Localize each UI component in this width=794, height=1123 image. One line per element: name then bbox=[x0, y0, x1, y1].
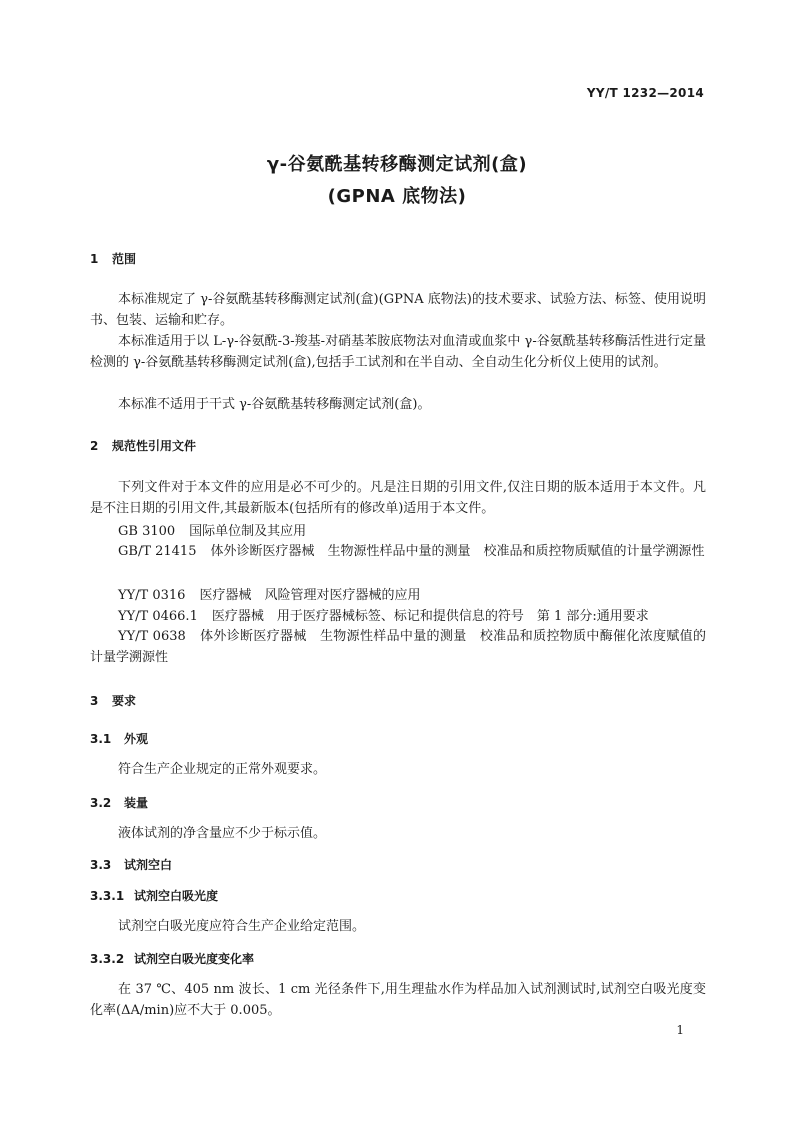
reference-item bbox=[90, 541, 706, 562]
section-number: 3 bbox=[90, 694, 99, 708]
subsection-title: 试剂空白吸光度变化率 bbox=[134, 952, 255, 966]
subsection-number: 3.2 bbox=[90, 796, 112, 810]
section-1-paragraph-2: 本标准适用于以 L-γ-谷氨酰-3-羧基-对硝基苯胺底物法对血清或血浆中 γ-谷氨酰基转移酶活性进行定量检测的 γ-谷氨酰基转移酶测定试剂(盒),包括手工试剂和在半自动、全自动生化分析仪上使用的试剂。 bbox=[90, 334, 706, 370]
reference-title: 体外诊断医疗器械 生物源性样品中量的测量 校准品和质控物质中酶催化浓度赋值的计量学溯源性 bbox=[90, 629, 706, 665]
subsection-3-3-2-text: 在 37 ℃、405 nm 波长、1 cm 光径条件下,用生理盐水作为样品加入试剂测试时,试剂空白吸光度变化率(ΔA/min)应不大于 0.005。 bbox=[90, 982, 706, 1018]
section-2-heading bbox=[90, 437, 196, 454]
reference-title: 医疗器械 风险管理对医疗器械的应用 bbox=[199, 588, 421, 603]
subsection-title: 装量 bbox=[124, 796, 149, 810]
section-1-paragraph-3: 本标准不适用于干式 γ-谷氨酰基转移酶测定试剂(盒)。 bbox=[118, 397, 431, 412]
section-2-intro: 下列文件对于本文件的应用是必不可少的。凡是注日期的引用文件,仅注日期的版本适用于本文件。凡是不注日期的引用文件,其最新版本(包括所有的修改单)适用于本文件。 bbox=[90, 480, 706, 516]
section-title: 范围 bbox=[112, 252, 137, 266]
reference-item bbox=[90, 626, 706, 668]
section-number: 2 bbox=[90, 439, 99, 453]
reference-title: 体外诊断医疗器械 生物源性样品中量的测量 校准品和质控物质赋值的计量学溯源性 bbox=[210, 544, 705, 559]
reference-code: GB/T 21415 bbox=[118, 544, 197, 559]
subsection-number: 3.1 bbox=[90, 732, 112, 746]
subsection-3-1-heading bbox=[90, 730, 148, 747]
reference-item bbox=[118, 584, 420, 603]
reference-code: YY/T 0316 bbox=[118, 588, 186, 603]
subsection-3-3-2-heading bbox=[90, 950, 254, 967]
subsection-title: 试剂空白 bbox=[124, 858, 173, 872]
subsection-title: 试剂空白吸光度 bbox=[134, 889, 219, 903]
reference-item bbox=[118, 605, 649, 624]
section-1-heading bbox=[90, 250, 136, 267]
reference-title: 国际单位制及其应用 bbox=[189, 524, 307, 539]
subsection-3-2-heading bbox=[90, 794, 148, 811]
section-number: 1 bbox=[90, 252, 99, 266]
subsection-title: 外观 bbox=[124, 732, 149, 746]
reference-code: YY/T 0466.1 bbox=[118, 609, 198, 624]
document-title: γ-谷氨酰基转移酶测定试剂(盒) bbox=[266, 154, 528, 175]
document-subtitle: (GPNA 底物法) bbox=[327, 186, 467, 207]
reference-title: 医疗器械 用于医疗器械标签、标记和提供信息的符号 第 1 部分:通用要求 bbox=[211, 609, 649, 624]
reference-code: YY/T 0638 bbox=[118, 629, 186, 644]
section-1-paragraph-1: 本标准规定了 γ-谷氨酰基转移酶测定试剂(盒)(GPNA 底物法)的技术要求、试验方法、标签、使用说明书、包装、运输和贮存。 bbox=[90, 292, 706, 328]
subsection-3-3-heading bbox=[90, 856, 172, 873]
standard-code: YY/T 1232—2014 bbox=[586, 86, 704, 100]
page-number: 1 bbox=[676, 1023, 684, 1037]
subsection-number: 3.3.1 bbox=[90, 889, 125, 903]
section-3-heading bbox=[90, 692, 136, 709]
reference-code: GB 3100 bbox=[118, 524, 176, 539]
subsection-number: 3.3 bbox=[90, 858, 112, 872]
section-title: 规范性引用文件 bbox=[112, 439, 197, 453]
section-title: 要求 bbox=[112, 694, 137, 708]
subsection-3-3-1-heading bbox=[90, 887, 218, 904]
reference-item bbox=[118, 520, 306, 539]
subsection-number: 3.3.2 bbox=[90, 952, 125, 966]
subsection-3-3-1-text: 试剂空白吸光度应符合生产企业给定范围。 bbox=[118, 919, 366, 934]
subsection-3-1-text: 符合生产企业规定的正常外观要求。 bbox=[118, 762, 327, 777]
subsection-3-2-text: 液体试剂的净含量应不少于标示值。 bbox=[118, 826, 327, 841]
